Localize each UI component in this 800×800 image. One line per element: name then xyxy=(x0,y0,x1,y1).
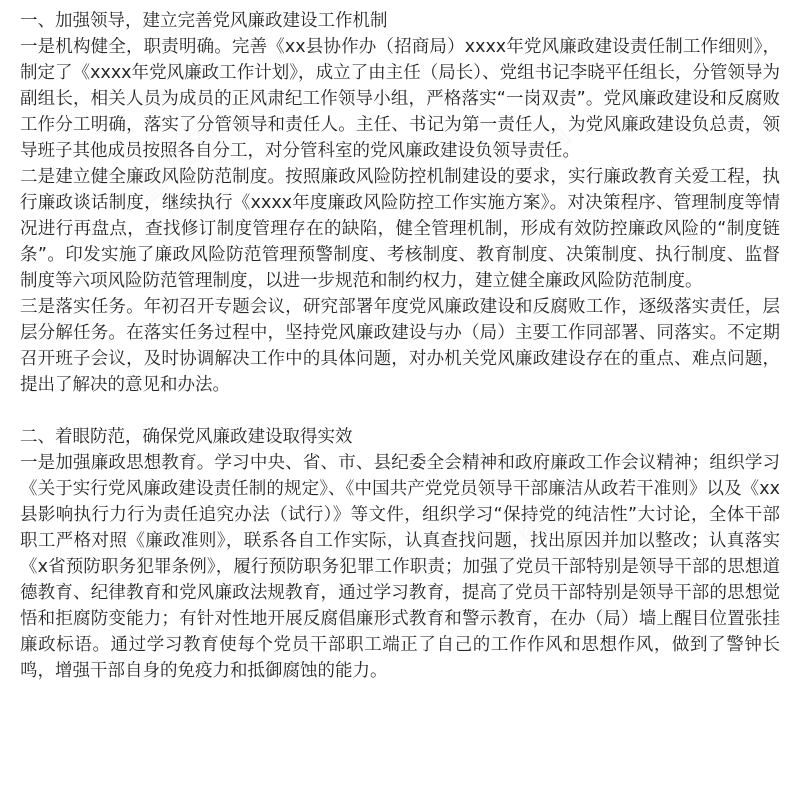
section-2-heading: 二、着眼防范，确保党风廉政建设取得实效 xyxy=(20,427,353,447)
section-1-heading: 一、加强领导，建立完善党风廉政建设工作机制 xyxy=(20,11,388,31)
section-1-paragraph-3: 三是落实任务。年初召开专题会议，研究部署年度党风廉政建设和反腐败工作，逐级落实责任，层层分解任务。在落实任务过程中，坚持党风廉政建设与办（局）主要工作同部署、同落实。不定期召开班子会议，及时协调解决工作中的具体问题，对办机关党风廉政建设存在的重点、难点问题，提出了解决的意见和办法。 xyxy=(20,297,780,395)
watermark: ▦ 图网 xyxy=(129,117,229,208)
watermark: ▦ 图网 xyxy=(479,487,579,578)
watermark: ▦ 图网 xyxy=(479,117,579,208)
section-1-paragraph-1: 一是机构健全，职责明确。完善《xx县协作办（招商局）xxxx年党风廉政建设责任制工作细则》，制定了《xxxx年党风廉政工作计划》，成立了由主任（局长）、党组书记李晓平任组长，分管领导为副组长，相关人员为成员的正风肃纪工作领导小组，严格落实“一岗双责”。党风廉政建设和反腐败工作分工明确，落实了分管领导和责任人。主任、书记为第一责任人，为党风廉政建设负总责，领导班子其他成员按照各自分工，对分管科室的党风廉政建设负领导责任。 xyxy=(20,37,780,161)
section-1-paragraph-2: 二是建立健全廉政风险防范制度。按照廉政风险防控机制建设的要求，实行廉政教育关爱工程，执行廉政谈话制度，继续执行《xxxx年度廉政风险防控工作实施方案》。对决策程序、管理制度等情况进行再盘点，查找修订制度管理存在的缺陷，健全管理机制，形成有效防控廉政风险的“制度链条”。印发实施了廉政风险防范管理预警制度、考核制度、教育制度、决策制度、执行制度、监督制度等六项风险防范管理制度，以进一步规范和制约权力，建立健全廉政风险防范制度。 xyxy=(20,167,780,291)
section-2-paragraph-1: 一是加强廉政思想教育。学习中央、省、市、县纪委全会精神和政府廉政工作会议精神；组织学习《关于实行党风廉政建设责任制的规定》、《中国共产党党员领导干部廉洁从政若干准则》以及《xx县影响执行力行为责任追究办法（试行）》等文件，组织学习“保持党的纯洁性”大讨论，全体干部职工严格对照《廉政准则》，联系各自工作实际，认真查找问题，找出原因并加以整改；认真落实《x省预防职务犯罪条例》，履行预防职务犯罪工作职责；加强了党员干部特别是领导干部的思想道德教育、纪律教育和党风廉政法规教育，通过学习教育，提高了党员干部特别是领导干部的思想觉悟和拒腐防变能力；有针对性地开展反腐倡廉形式教育和警示教育，在办（局）墙上醒目位置张挂廉政标语。通过学习教育使每个党员干部职工端正了自己的工作作风和思想作风，做到了警钟长鸣，增强干部自身的免疫力和抵御腐蚀的能力。 xyxy=(20,453,780,681)
section-spacer xyxy=(20,398,780,424)
watermark: ▦ 图网 xyxy=(129,487,229,578)
